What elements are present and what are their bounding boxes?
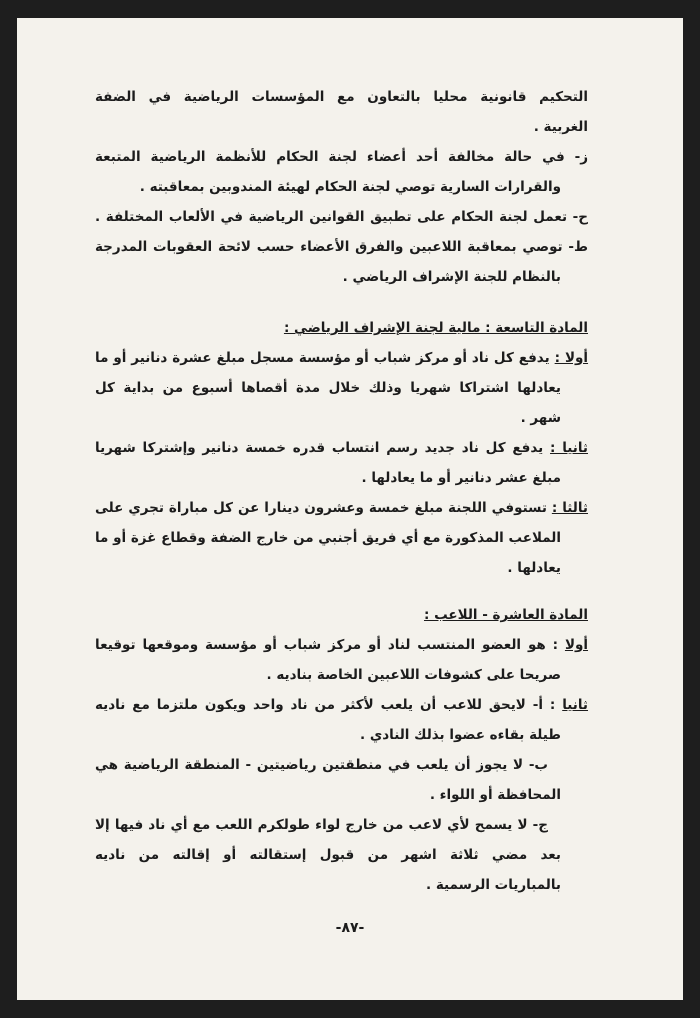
item-label: أولا : <box>554 350 589 366</box>
text-line: مبلغ عشر دنانير أو ما يعادلها . <box>361 470 561 486</box>
article-9-heading: المادة التاسعة : مالية لجنة الإشراف الرياضي : <box>283 320 588 336</box>
text-line: ز- في حالة مخالفة أحد أعضاء لجنة الحكام للأنظمة الرياضية المتبعة <box>95 149 588 165</box>
article-9-item-1 <box>95 343 588 373</box>
text-line: يعادلها . <box>507 560 561 576</box>
article-9-item-3 <box>95 493 588 523</box>
text-line: التحكيم قانونية محليا بالتعاون مع المؤسسات الرياضية في الضفة <box>95 89 588 105</box>
text-line: الملاعب المذكورة مع أي فريق أجنبي من خارج الضفة وقطاع غزة أو ما <box>94 530 561 546</box>
text-line: ح- تعمل لجنة الحكام على تطبيق القوانين الرياضية في الألعاب المختلفة . <box>95 209 588 225</box>
text-line: الغربية . <box>533 119 588 135</box>
text-line: يعادلها اشتراكا شهريا وذلك خلال مدة أقصاها أسبوع من بداية كل <box>95 380 561 396</box>
text-line: بالمباريات الرسمية . <box>426 877 561 893</box>
document-body <box>95 82 588 900</box>
item-text: تستوفي اللجنة مبلغ خمسة وعشرون دينارا عن كل مباراة تجري على <box>95 500 547 516</box>
text-line: طيلة بقاءه عضوا بذلك النادي . <box>360 727 561 743</box>
item-label: ثالثا : <box>551 500 588 516</box>
text-line: ج- لا يسمح لأي لاعب من خارج لواء طولكرم اللعب مع أي ناد فيها إلا <box>95 817 548 833</box>
text-line: بالنظام للجنة الإشراف الرياضي . <box>342 269 561 285</box>
text-line: بعد مضي ثلاثة اشهر من قبول إستقالته أو إقالته من ناديه <box>95 847 561 863</box>
text-line: صريحا على كشوفات اللاعبين الخاصة بناديه . <box>266 667 561 683</box>
article-10-heading: المادة العاشرة - اللاعب : <box>423 607 588 623</box>
text-line: ب- لا يجوز أن يلعب في منطقتين رياضيتين - المنطقة الرياضية هي <box>95 757 548 773</box>
page-number: -٨٧- <box>335 920 365 936</box>
text-line: المحافظة أو اللواء . <box>429 787 561 803</box>
item-label: ثانيا <box>562 697 589 713</box>
item-text: يدفع كل ناد أو مركز شباب أو مؤسسة مسجل مبلغ عشرة دنانير أو ما <box>95 350 550 366</box>
article-9-item-2 <box>95 433 588 463</box>
text-line: ط- توصي بمعاقبة اللاعبين والفرق الأعضاء حسب لائحة العقوبات المدرجة <box>95 239 588 255</box>
article-10-item-1 <box>95 630 588 660</box>
item-text: : هو العضو المنتسب لناد أو مركز شباب أو مؤسسة وموقعها توقيعا <box>95 637 559 653</box>
item-label: أولا <box>564 637 589 653</box>
item-text: يدفع كل ناد جديد رسم انتساب قدره خمسة دنانير وإشتركا شهريا <box>95 440 544 456</box>
text-line: شهر . <box>520 410 561 426</box>
article-10-item-2 <box>95 690 588 720</box>
item-text: : أ- لايحق للاعب أن يلعب لأكثر من ناد واحد ويكون ملتزما مع ناديه <box>95 697 556 713</box>
text-line: والقرارات السارية توصي لجنة الحكام لهيئة المندوبين بمعاقبته . <box>139 179 561 195</box>
document-page <box>17 18 683 1000</box>
item-label: ثانيا : <box>550 440 588 456</box>
